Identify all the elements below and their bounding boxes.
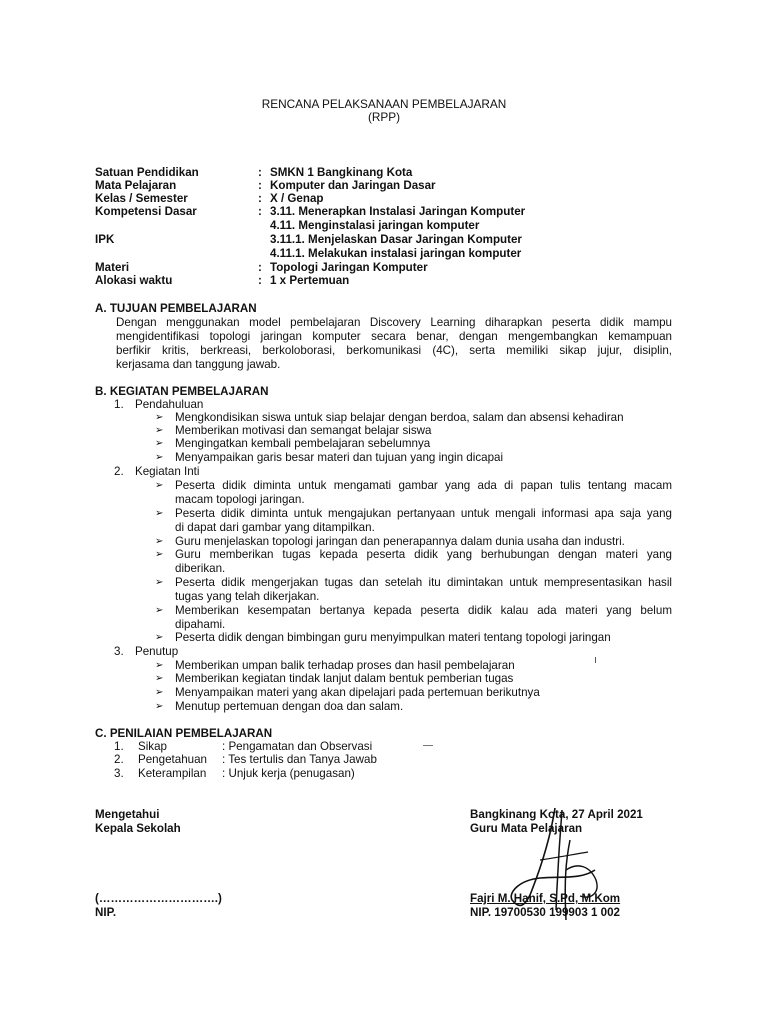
assessment-row	[114, 740, 514, 754]
assessment-number: 1.	[114, 740, 124, 753]
list-item-text-cont: dipahami.	[175, 618, 226, 631]
list-item-text-cont: macam topologi jaringan.	[175, 493, 305, 506]
section-a-line: mengidentifikasi topologi jaringan komputer secara benar, dengan mengembangkan kemampuan	[116, 330, 672, 343]
arrow-bullet-icon: ➢	[155, 687, 164, 698]
signature-right-role: Guru Mata Pelajaran	[470, 822, 583, 835]
list-item-text-cont: diberikan.	[175, 562, 226, 575]
section-a-line: berfikir kritis, berkreasi, berkoloborasi, berkomunikasi (4C), serta memiliki sikap jujur, disiplin,	[116, 344, 672, 357]
signature-right-place-date: Bangkinang Kota, 27 April 2021	[470, 808, 643, 821]
assessment-value: : Tes tertulis dan Tanya Jawab	[222, 753, 377, 766]
assessment-row	[114, 767, 514, 781]
identity-label: Mata Pelajaran	[95, 179, 177, 192]
arrow-bullet-icon: ➢	[155, 673, 164, 684]
list-item-text: Menutup pertemuan dengan doa dan salam.	[175, 700, 404, 713]
list-item-text-cont: tugas yang telah dikerjakan.	[175, 590, 320, 603]
list-item-text: Mengkondisikan siswa untuk siap belajar dengan berdoa, salam dan absensi kehadiran	[175, 411, 624, 424]
list-item-text: Memberikan kesempatan bertanya kepada peserta didik kalau ada materi yang belum	[175, 604, 672, 617]
assessment-label: Pengetahuan	[138, 753, 207, 766]
identity-row	[95, 247, 695, 261]
identity-colon: :	[258, 192, 262, 205]
identity-colon: :	[258, 205, 262, 218]
identity-value: SMKN 1 Bangkinang Kota	[270, 166, 413, 179]
pendahuluan-number: 1.	[114, 398, 124, 411]
identity-label: IPK	[95, 233, 115, 246]
list-item-text: Memberikan kegiatan tindak lanjut dalam bentuk pemberian tugas	[175, 672, 514, 685]
identity-label: Kompetensi Dasar	[95, 205, 197, 218]
identity-value: 3.11.1. Menjelaskan Dasar Jaringan Komputer	[270, 233, 522, 246]
inti-title: Kegiatan Inti	[135, 465, 200, 478]
arrow-bullet-icon: ➢	[155, 549, 164, 560]
document-subtitle: (RPP)	[367, 110, 401, 124]
list-item-text-cont: di dapat dari gambar yang ditampilkan.	[175, 521, 375, 534]
identity-label: Materi	[95, 261, 130, 274]
list-item-text: Peserta didik diminta untuk mengajukan pertanyaan untuk mengali informasi apa saja yang	[175, 507, 672, 520]
identity-row	[95, 233, 695, 247]
identity-value: 4.11. Menginstalasi jaringan komputer	[270, 219, 480, 232]
penutup-number: 3.	[114, 645, 124, 658]
assessment-number: 2.	[114, 753, 124, 766]
list-item-text: Menyampaikan garis besar materi dan tujuan yang ingin dicapai	[175, 451, 504, 464]
identity-row	[95, 192, 695, 206]
arrow-bullet-icon: ➢	[155, 605, 164, 616]
identity-row	[95, 179, 695, 193]
arrow-bullet-icon: ➢	[155, 660, 164, 671]
signature-left-line1: Mengetahui	[95, 808, 160, 821]
identity-value: 3.11. Menerapkan Instalasi Jaringan Komputer	[270, 205, 526, 218]
signature-left-line2: Kepala Sekolah	[95, 822, 181, 835]
inti-number: 2.	[114, 465, 124, 478]
list-item-text: Mengingatkan kembali pembelajaran sebelumnya	[175, 437, 431, 450]
section-b-heading: B. KEGIATAN PEMBELAJARAN	[95, 385, 269, 398]
identity-row	[95, 219, 695, 233]
identity-row	[95, 274, 695, 288]
section-a-heading: A. TUJUAN PEMBELAJARAN	[95, 302, 257, 315]
identity-colon: :	[258, 179, 262, 192]
identity-value: 1 x Pertemuan	[270, 274, 350, 287]
assessment-label: Keterampilan	[138, 767, 207, 780]
identity-colon: :	[258, 261, 262, 274]
arrow-bullet-icon: ➢	[155, 536, 164, 547]
handwritten-signature	[500, 800, 620, 930]
section-a-line: Dengan menggunakan model pembelajaran Discovery Learning diharapkan peserta didik mampu	[116, 316, 672, 329]
assessment-number: 3.	[114, 767, 124, 780]
identity-label: Kelas / Semester	[95, 192, 188, 205]
list-item-text: Peserta didik mengerjakan tugas dan setelah itu dimintakan untuk mempresentasikan hasil	[175, 576, 672, 589]
arrow-bullet-icon: ➢	[155, 701, 164, 712]
arrow-bullet-icon: ➢	[155, 632, 164, 643]
section-a-line: kerjasama dan tanggung jawab.	[116, 358, 281, 371]
identity-value: Komputer dan Jaringan Dasar	[270, 179, 436, 192]
signature-left-nip: NIP.	[95, 906, 117, 919]
identity-row	[95, 261, 695, 275]
document-title: RENCANA PELAKSANAAN PEMBELAJARAN	[261, 97, 507, 111]
arrow-bullet-icon: ➢	[155, 480, 164, 491]
arrow-bullet-icon: ➢	[155, 425, 164, 436]
identity-row	[95, 205, 695, 219]
section-c-heading: C. PENILAIAN PEMBELAJARAN	[95, 727, 273, 740]
arrow-bullet-icon: ➢	[155, 412, 164, 423]
arrow-bullet-icon: ➢	[155, 508, 164, 519]
list-item-text: Guru menjelaskan topologi jaringan dan penerapannya dalam dunia usaha dan industri.	[175, 535, 625, 548]
identity-row	[95, 166, 695, 180]
list-item-text: Menyampaikan materi yang akan dipelajari pada pertemuan berikutnya	[175, 686, 540, 699]
penutup-title: Penutup	[135, 645, 179, 658]
assessment-row	[114, 753, 514, 767]
identity-value: Topologi Jaringan Komputer	[270, 261, 428, 274]
scan-mark	[423, 745, 433, 746]
signature-right-nip: NIP. 19700530 199903 1 002	[470, 906, 620, 919]
identity-label: Satuan Pendidikan	[95, 166, 199, 179]
identity-colon: :	[258, 166, 262, 179]
arrow-bullet-icon: ➢	[155, 452, 164, 463]
pendahuluan-title: Pendahuluan	[135, 398, 204, 411]
list-item-text: Guru memberikan tugas kepada peserta didik yang berhubungan dengan materi yang	[175, 548, 672, 561]
arrow-bullet-icon: ➢	[155, 438, 164, 449]
arrow-bullet-icon: ➢	[155, 577, 164, 588]
signature-left-name: (………………………….)	[95, 892, 222, 905]
list-item-text: Peserta didik diminta untuk mengamati gambar yang ada di papan tulis tentang macam	[175, 479, 672, 492]
identity-colon: :	[258, 274, 262, 287]
list-item-text: Memberikan umpan balik terhadap proses dan hasil pembelajaran	[175, 659, 515, 672]
list-item-text: Peserta didik dengan bimbingan guru menyimpulkan materi tentang topologi jaringan	[175, 631, 611, 644]
signature-right-name: Fajri M. Hanif, S.Pd, M.Kom	[470, 892, 621, 905]
list-item-text: Memberikan motivasi dan semangat belajar siswa	[175, 424, 432, 437]
identity-value: 4.11.1. Melakukan instalasi jaringan komputer	[270, 247, 522, 260]
scan-mark	[595, 657, 596, 663]
identity-label: Alokasi waktu	[95, 274, 173, 287]
identity-value: X / Genap	[270, 192, 324, 205]
assessment-value: : Pengamatan dan Observasi	[222, 740, 373, 753]
assessment-label: Sikap	[138, 740, 168, 753]
assessment-value: : Unjuk kerja (penugasan)	[222, 767, 355, 780]
